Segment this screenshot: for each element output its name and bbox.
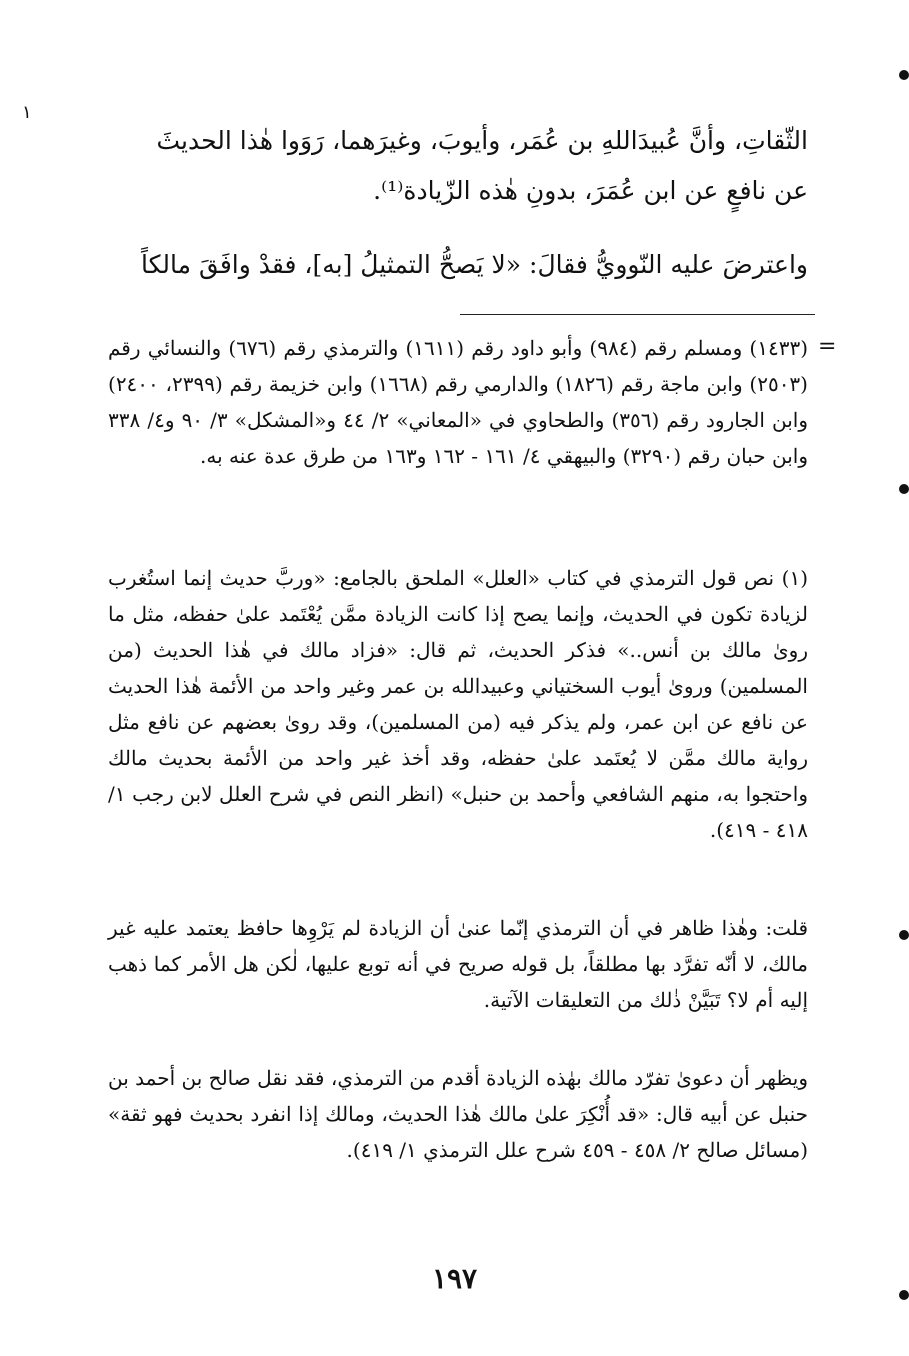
binding-hole-mark [899, 70, 909, 80]
page-number: ١٩٧ [431, 1262, 478, 1295]
footnote-1-further: ويظهر أن دعوىٰ تفرّد مالك بهٰذه الزيادة أقدم من الترمذي، فقد نقل صالح بن أحمد بن حنبل عن أبيه قال: «قد أُنْكِرَ علىٰ مالك هٰذا الحديث، ومالك إذا انفرد بحديث فهو ثقة» (مسائل صالح ٢/ ٤٥٨ - ٤٥٩ شرح علل الترمذي ١/ ٤١٩). [108, 1066, 808, 1162]
footnote-1-comment: قلت: وهٰذا ظاهر في أن الترمذي إنّما عنىٰ أن الزيادة لم يَرْوِها حافظ يعتمد عليه غير مالك، لا أنّه تفرَّد بها مطلقاً، بل قوله صريح في أنه توبع عليها، لٰكن هل الأمر كما ذهب إليه أم لا؟ تَبَيَّنْ ذٰلك من التعليقات الآتية. [108, 916, 808, 1012]
continuation-mark: = [818, 334, 837, 359]
main-text-paragraph-2 [108, 240, 808, 290]
footnote-divider [460, 314, 815, 315]
binding-hole-mark [899, 930, 909, 940]
footnote-1-text: (١) نص قول الترمذي في كتاب «العلل» الملحق بالجامع: «وربَّ حديث إنما استُغرب لزيادة تكون في الحديث، وإنما يصح إذا كانت الزيادة ممَّن يُعْتَمد علىٰ حفظه، مثل ما روىٰ مالك بن أنس..» فذكر الحديث، ثم قال: «فزاد مالك في هٰذا الحديث (من المسلمين) وروىٰ أيوب السختياني وعبيدالله بن عمر وغير واحد من الأئمة هٰذا الحديث عن نافع عن ابن عمر، ولم يذكر فيه (من المسلمين)، وقد روىٰ بعضهم عن نافع مثل رواية مالك ممَّن لا يُعتَمد علىٰ حفظه، وقد أخذ غير واحد من الأئمة بحديث مالك واحتجوا به، منهم الشافعي وأحمد بن حنبل» (انظر النص في شرح العلل لابن رجب ١/ ٤١٨ - ٤١٩). [108, 566, 808, 842]
main-text-paragraph-1 [108, 116, 808, 216]
main-text-line: الثّقاتِ، وأنَّ عُبيدَاللهِ بن عُمَر، وأيوبَ، وغيرَهما، رَوَوا هٰذا الحديثَ [156, 126, 808, 155]
binding-hole-mark [899, 484, 909, 494]
main-text-line: واعترضَ عليه النّوويُّ فقالَ: «لا يَصحُّ التمثيلُ [به]، فقدْ وافَقَ مالكاً [140, 250, 808, 279]
margin-marker: ١ [22, 102, 32, 123]
main-text-line: عن نافعٍ عن ابن عُمَرَ، بدونِ هٰذه الزّيادة⁽¹⁾. [373, 176, 808, 205]
footnote-continuation: (١٤٣٣) ومسلم رقم (٩٨٤) وأبو داود رقم (١٦١١) والترمذي رقم (٦٧٦) والنسائي رقم (٢٥٠٣) وابن ماجة رقم (١٨٢٦) والدارمي رقم (١٦٦٨) وابن خزيمة رقم (٢٣٩٩، ٢٤٠٠) وابن الجارود رقم (٣٥٦) والطحاوي في «المعاني» ٢/ ٤٤ و«المشكل» ٣/ ٩٠ و٤/ ٣٣٨ وابن حبان رقم (٣٢٩٠) والبيهقي ٤/ ١٦١ - ١٦٢ و١٦٣ من طرق عدة عنه به. [108, 336, 808, 468]
